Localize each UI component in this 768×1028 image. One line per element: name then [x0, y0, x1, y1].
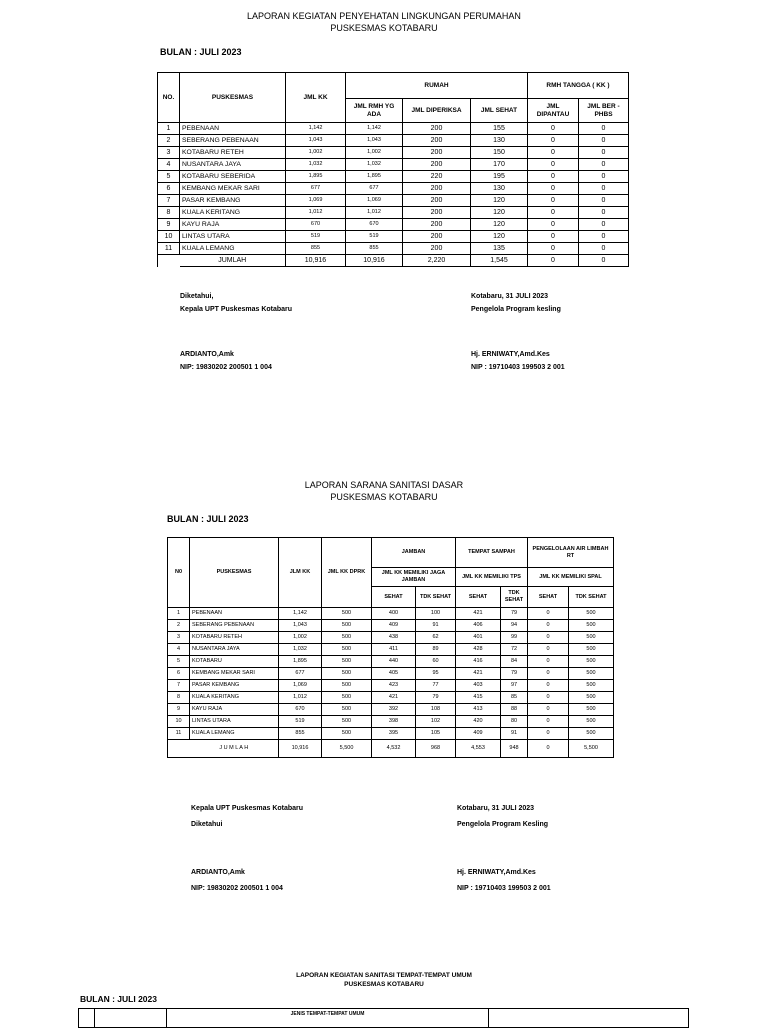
r2-total-spal-tdk: 5,500: [569, 740, 614, 758]
r2-total-tps-sehat: 4,553: [456, 740, 501, 758]
r1-cell-jml-kk: 1,142: [286, 123, 346, 135]
r2-cell-tps-sehat: 403: [456, 680, 501, 692]
r2-cell-jlm-kk: 1,069: [279, 680, 322, 692]
r2-total-jamban-sehat: 4,532: [372, 740, 416, 758]
r2-cell-jlm-kk: 1,012: [279, 692, 322, 704]
r2-cell-puskesmas: KEMBANG MEKAR SARI: [190, 668, 279, 680]
r2-cell-no: 7: [168, 680, 190, 692]
r2-cell-jml-kk-dprk: 500: [322, 692, 372, 704]
r2-table-row: [168, 620, 614, 632]
r1-cell-jml-sehat: 120: [471, 207, 528, 219]
r1-cell-jml-kk: 1,002: [286, 147, 346, 159]
r2-cell-spal-tdk-sehat: 500: [569, 716, 614, 728]
r1-cell-jml-rmh-ada: 855: [346, 243, 403, 255]
r1-cell-puskesmas: SEBERANG PEBENAAN: [180, 135, 286, 147]
r2-cell-no: 5: [168, 656, 190, 668]
r2-header-tps-sub: JML KK MEMILIKI TPS: [456, 568, 528, 587]
r1-cell-jml-ber-phbs: 0: [579, 183, 629, 195]
r2-total-dprk: 5,500: [322, 740, 372, 758]
r1-cell-jml-ber-phbs: 0: [579, 147, 629, 159]
r1-cell-jml-rmh-ada: 519: [346, 231, 403, 243]
r2-header-puskesmas: PUSKESMAS: [190, 538, 279, 608]
r1-cell-no: 2: [158, 135, 180, 147]
r2-cell-tps-sehat: 420: [456, 716, 501, 728]
r1-cell-no: 3: [158, 147, 180, 159]
r2-cell-spal-sehat: 0: [528, 620, 569, 632]
r2-total-kk: 10,916: [279, 740, 322, 758]
r1-cell-jml-kk: 677: [286, 183, 346, 195]
r1-cell-jml-ber-phbs: 0: [579, 243, 629, 255]
r2-cell-jamban-tdk-sehat: 108: [416, 704, 456, 716]
r1-cell-jml-kk: 670: [286, 219, 346, 231]
r2-cell-jml-kk-dprk: 500: [322, 704, 372, 716]
r1-cell-jml-dipantau: 0: [528, 135, 579, 147]
r1-cell-jml-kk: 1,012: [286, 207, 346, 219]
r1-cell-jml-rmh-ada: 1,032: [346, 159, 403, 171]
r1-sign-left-line2: Kepala UPT Puskesmas Kotabaru: [180, 306, 293, 313]
r2-header-spal-sehat: SEHAT: [528, 587, 569, 608]
r2-cell-puskesmas: KAYU RAJA: [190, 704, 279, 716]
r1-cell-jml-ber-phbs: 0: [579, 207, 629, 219]
r1-table-row: [158, 207, 629, 219]
r2-cell-jamban-tdk-sehat: 89: [416, 644, 456, 656]
r2-cell-puskesmas: LINTAS UTARA: [190, 716, 279, 728]
r2-cell-jlm-kk: 1,142: [279, 608, 322, 620]
r2-sign-right-name: Hj. ERNIWATY,Amd.Kes: [457, 869, 536, 876]
r2-cell-tps-sehat: 413: [456, 704, 501, 716]
r2-cell-jamban-sehat: 423: [372, 680, 416, 692]
r2-cell-tps-tdk-sehat: 94: [501, 620, 528, 632]
r2-sign-right-line1: Kotabaru, 31 JULI 2023: [457, 805, 535, 812]
r2-header-jml-kk-dprk: JML KK DPRK: [322, 538, 372, 608]
r2-cell-tps-sehat: 421: [456, 668, 501, 680]
r1-total-kk: 10,916: [286, 255, 346, 267]
r2-header-pengelolaan: PENGELOLAAN AIR LIMBAH RT: [528, 538, 614, 568]
r1-cell-jml-dipantau: 0: [528, 231, 579, 243]
r1-sign-right-name: Hj. ERNIWATY,Amd.Kes: [471, 351, 550, 358]
r2-sign-left-line2: Diketahui: [191, 821, 223, 828]
r1-cell-jml-rmh-ada: 1,069: [346, 195, 403, 207]
r2-table-row: [168, 692, 614, 704]
r2-total-label: J U M L A H: [190, 740, 279, 758]
r2-cell-jamban-sehat: 400: [372, 608, 416, 620]
r1-cell-jml-sehat: 195: [471, 171, 528, 183]
r2-cell-no: 6: [168, 668, 190, 680]
r2-cell-spal-tdk-sehat: 500: [569, 704, 614, 716]
r1-cell-jml-diperiksa: 200: [403, 159, 471, 171]
r2-cell-spal-tdk-sehat: 500: [569, 656, 614, 668]
report3-title: [0, 971, 768, 989]
r1-cell-jml-ber-phbs: 0: [579, 231, 629, 243]
r2-cell-spal-tdk-sehat: 500: [569, 692, 614, 704]
r1-cell-jml-rmh-ada: 1,043: [346, 135, 403, 147]
r2-cell-spal-tdk-sehat: 500: [569, 680, 614, 692]
report1-title: [0, 10, 768, 34]
r2-cell-jamban-tdk-sehat: 77: [416, 680, 456, 692]
r1-cell-no: 5: [158, 171, 180, 183]
r2-cell-jlm-kk: 677: [279, 668, 322, 680]
r2-cell-tps-sehat: 428: [456, 644, 501, 656]
r2-cell-puskesmas: KUALA KERITANG: [190, 692, 279, 704]
r1-cell-no: 7: [158, 195, 180, 207]
r2-header-spal-sub: JML KK MEMILIKI SPAL: [528, 568, 614, 587]
r2-cell-tps-tdk-sehat: 72: [501, 644, 528, 656]
r1-cell-jml-sehat: 120: [471, 219, 528, 231]
r1-total-diperiksa: 2,220: [403, 255, 471, 267]
r2-cell-jamban-sehat: 395: [372, 728, 416, 740]
r1-header-jml-diperiksa: JML DIPERIKSA: [403, 99, 471, 123]
r2-cell-jamban-sehat: 405: [372, 668, 416, 680]
r2-cell-puskesmas: KOTABARU RETEH: [190, 632, 279, 644]
r2-table-row: [168, 644, 614, 656]
r1-cell-jml-dipantau: 0: [528, 147, 579, 159]
r1-cell-no: 11: [158, 243, 180, 255]
r2-cell-tps-sehat: 416: [456, 656, 501, 668]
r2-cell-tps-tdk-sehat: 79: [501, 608, 528, 620]
r2-cell-spal-sehat: 0: [528, 656, 569, 668]
r1-cell-jml-sehat: 150: [471, 147, 528, 159]
r1-table-row: [158, 243, 629, 255]
r1-cell-jml-diperiksa: 220: [403, 171, 471, 183]
r2-header-tempat-sampah: TEMPAT SAMPAH: [456, 538, 528, 568]
r1-cell-jml-diperiksa: 200: [403, 183, 471, 195]
report1-table: [157, 72, 629, 267]
r1-cell-jml-diperiksa: 200: [403, 207, 471, 219]
r1-cell-jml-sehat: 120: [471, 195, 528, 207]
r2-cell-jml-kk-dprk: 500: [322, 656, 372, 668]
r1-cell-puskesmas: PEBENAAN: [180, 123, 286, 135]
r2-cell-spal-sehat: 0: [528, 680, 569, 692]
r2-cell-jamban-tdk-sehat: 100: [416, 608, 456, 620]
r1-total-label: JUMLAH: [180, 255, 286, 267]
r1-cell-puskesmas: NUSANTARA JAYA: [180, 159, 286, 171]
r2-cell-no: 3: [168, 632, 190, 644]
r1-cell-puskesmas: PASAR KEMBANG: [180, 195, 286, 207]
r2-cell-puskesmas: PASAR KEMBANG: [190, 680, 279, 692]
r1-table-row: [158, 183, 629, 195]
r1-cell-jml-dipantau: 0: [528, 123, 579, 135]
r1-table-row: [158, 135, 629, 147]
r2-total-tps-tdk: 948: [501, 740, 528, 758]
r1-total-ada: 10,916: [346, 255, 403, 267]
r2-cell-puskesmas: KUALA LEMANG: [190, 728, 279, 740]
r3-header-jenis: JENIS TEMPAT-TEMPAT UMUM: [167, 1009, 489, 1028]
r2-sign-left-nip: NIP: 19830202 200501 1 004: [191, 885, 283, 892]
r1-cell-jml-kk: 1,069: [286, 195, 346, 207]
r2-cell-jamban-sehat: 411: [372, 644, 416, 656]
r1-table-row: [158, 123, 629, 135]
r1-cell-jml-rmh-ada: 1,895: [346, 171, 403, 183]
r2-sign-left-line1: Kepala UPT Puskesmas Kotabaru: [191, 805, 304, 812]
r1-sign-right-nip: NIP : 19710403 199503 2 001: [471, 364, 565, 371]
r1-cell-jml-ber-phbs: 0: [579, 159, 629, 171]
r2-cell-spal-sehat: 0: [528, 668, 569, 680]
r1-table-row: [158, 147, 629, 159]
r2-cell-spal-tdk-sehat: 500: [569, 620, 614, 632]
r1-cell-puskesmas: KEMBANG MEKAR SARI: [180, 183, 286, 195]
r1-header-jml-rmh-ada: JML RMH YG ADA: [346, 99, 403, 123]
r2-header-jamban-sub: JML KK MEMILIKI JAGA JAMBAN: [372, 568, 456, 587]
r2-cell-tps-sehat: 406: [456, 620, 501, 632]
r1-cell-jml-dipantau: 0: [528, 219, 579, 231]
report3-title-line1: LAPORAN KEGIATAN SANITASI TEMPAT-TEMPAT UMUM: [296, 972, 472, 979]
r2-cell-no: 9: [168, 704, 190, 716]
r2-table-row: [168, 704, 614, 716]
r1-cell-jml-rmh-ada: 1,142: [346, 123, 403, 135]
report2-title-line1: LAPORAN SARANA SANITASI DASAR: [304, 480, 464, 490]
r1-cell-no: 8: [158, 207, 180, 219]
r1-total-phbs: 0: [579, 255, 629, 267]
r1-cell-jml-dipantau: 0: [528, 207, 579, 219]
r2-header-jlm-kk: JLM KK: [279, 538, 322, 608]
r1-sign-left-line1: Diketahui,: [180, 293, 214, 300]
r1-cell-jml-dipantau: 0: [528, 183, 579, 195]
r2-cell-no: 1: [168, 608, 190, 620]
r2-cell-jml-kk-dprk: 500: [322, 620, 372, 632]
r2-cell-jamban-tdk-sehat: 95: [416, 668, 456, 680]
r1-cell-puskesmas: KOTABARU RETEH: [180, 147, 286, 159]
r2-cell-jamban-tdk-sehat: 60: [416, 656, 456, 668]
r1-cell-jml-kk: 1,895: [286, 171, 346, 183]
r2-cell-jml-kk-dprk: 500: [322, 608, 372, 620]
r2-cell-no: 4: [168, 644, 190, 656]
r1-cell-jml-ber-phbs: 0: [579, 135, 629, 147]
r1-cell-jml-sehat: 135: [471, 243, 528, 255]
r2-cell-puskesmas: SEBERANG PEBENAAN: [190, 620, 279, 632]
r1-cell-puskesmas: LINTAS UTARA: [180, 231, 286, 243]
r2-cell-spal-sehat: 0: [528, 692, 569, 704]
r2-sign-right: [457, 804, 551, 894]
r2-cell-jlm-kk: 1,895: [279, 656, 322, 668]
r2-cell-tps-tdk-sehat: 99: [501, 632, 528, 644]
r2-sign-left: [191, 804, 303, 894]
r2-cell-spal-sehat: 0: [528, 704, 569, 716]
r1-header-jml-ber-phbs: JML BER - PHBS: [579, 99, 629, 123]
r2-total-jamban-tdk: 968: [416, 740, 456, 758]
r1-cell-jml-dipantau: 0: [528, 243, 579, 255]
r2-cell-no: 2: [168, 620, 190, 632]
r1-header-jml-sehat: JML SEHAT: [471, 99, 528, 123]
r1-cell-no: 6: [158, 183, 180, 195]
r1-cell-no: 4: [158, 159, 180, 171]
r1-cell-jml-diperiksa: 200: [403, 195, 471, 207]
r1-cell-jml-diperiksa: 200: [403, 243, 471, 255]
r2-table-row: [168, 632, 614, 644]
r1-cell-jml-sehat: 120: [471, 231, 528, 243]
r1-cell-jml-kk: 1,043: [286, 135, 346, 147]
r2-cell-jlm-kk: 670: [279, 704, 322, 716]
r2-total-spal-sehat: 0: [528, 740, 569, 758]
report2-title: [0, 479, 768, 503]
r1-header-rmh-tangga: RMH TANGGA ( KK ): [528, 73, 629, 99]
r2-cell-jamban-tdk-sehat: 62: [416, 632, 456, 644]
report3-title-line2: PUSKESMAS KOTABARU: [344, 981, 424, 988]
r1-cell-jml-ber-phbs: 0: [579, 171, 629, 183]
r2-table-row: [168, 716, 614, 728]
r1-cell-puskesmas: KUALA LEMANG: [180, 243, 286, 255]
r2-cell-spal-tdk-sehat: 500: [569, 728, 614, 740]
r2-cell-jlm-kk: 519: [279, 716, 322, 728]
report2-title-line2: PUSKESMAS KOTABARU: [330, 492, 438, 502]
r1-cell-jml-sehat: 130: [471, 135, 528, 147]
r1-cell-jml-ber-phbs: 0: [579, 195, 629, 207]
r2-sign-right-nip: NIP : 19710403 199503 2 001: [457, 885, 551, 892]
r1-header-jml-dipantau: JML DIPANTAU: [528, 99, 579, 123]
r1-header-rumah: RUMAH: [346, 73, 528, 99]
report3-bulan: BULAN : JULI 2023: [80, 994, 157, 1004]
r1-cell-jml-dipantau: 0: [528, 195, 579, 207]
r2-table-row: [168, 656, 614, 668]
r2-table-row: [168, 668, 614, 680]
r2-cell-spal-tdk-sehat: 500: [569, 608, 614, 620]
r2-cell-tps-sehat: 401: [456, 632, 501, 644]
r1-header-jml-kk: JML KK: [286, 73, 346, 123]
r2-header-jamban-sehat: SEHAT: [372, 587, 416, 608]
r2-cell-jamban-tdk-sehat: 79: [416, 692, 456, 704]
r1-cell-puskesmas: KAYU RAJA: [180, 219, 286, 231]
r2-cell-jml-kk-dprk: 500: [322, 716, 372, 728]
r2-cell-tps-tdk-sehat: 84: [501, 656, 528, 668]
r1-header-no: NO.: [158, 73, 180, 123]
r1-sign-left: [180, 292, 292, 373]
r2-cell-no: 10: [168, 716, 190, 728]
r2-cell-no: 8: [168, 692, 190, 704]
r2-cell-jamban-sehat: 392: [372, 704, 416, 716]
r2-cell-spal-sehat: 0: [528, 716, 569, 728]
r2-sign-right-line2: Pengelola Program Kesling: [457, 821, 549, 828]
r1-sign-left-nip: NIP: 19830202 200501 1 004: [180, 364, 272, 371]
r2-cell-jamban-sehat: 438: [372, 632, 416, 644]
r1-cell-jml-kk: 519: [286, 231, 346, 243]
r2-cell-spal-tdk-sehat: 500: [569, 668, 614, 680]
r2-cell-jamban-sehat: 409: [372, 620, 416, 632]
r2-cell-tps-sehat: 415: [456, 692, 501, 704]
r1-total-sehat: 1,545: [471, 255, 528, 267]
r1-cell-jml-dipantau: 0: [528, 171, 579, 183]
r2-cell-jlm-kk: 1,002: [279, 632, 322, 644]
r2-cell-jamban-sehat: 440: [372, 656, 416, 668]
r1-cell-jml-diperiksa: 200: [403, 219, 471, 231]
r1-sign-right-line2: Pengelola Program kesling: [471, 306, 561, 313]
r1-cell-jml-diperiksa: 200: [403, 135, 471, 147]
r1-cell-jml-rmh-ada: 670: [346, 219, 403, 231]
r1-cell-no: 1: [158, 123, 180, 135]
r2-cell-jlm-kk: 1,032: [279, 644, 322, 656]
r1-header-puskesmas: PUSKESMAS: [180, 73, 286, 123]
r1-cell-jml-sehat: 170: [471, 159, 528, 171]
r2-header-tps-tdk-sehat: TDK SEHAT: [501, 587, 528, 608]
report1-bulan: BULAN : JULI 2023: [160, 47, 242, 57]
r1-table-row: [158, 171, 629, 183]
r2-cell-jml-kk-dprk: 500: [322, 680, 372, 692]
r2-header-jamban: JAMBAN: [372, 538, 456, 568]
r2-cell-jamban-sehat: 398: [372, 716, 416, 728]
r1-cell-jml-kk: 1,032: [286, 159, 346, 171]
r2-cell-tps-tdk-sehat: 85: [501, 692, 528, 704]
r1-sign-right: [471, 292, 565, 373]
r2-cell-spal-sehat: 0: [528, 644, 569, 656]
r1-cell-jml-dipantau: 0: [528, 159, 579, 171]
r2-table-row: [168, 680, 614, 692]
r2-cell-puskesmas: NUSANTARA JAYA: [190, 644, 279, 656]
r1-cell-no: 9: [158, 219, 180, 231]
report1-title-line1: LAPORAN KEGIATAN PENYEHATAN LINGKUNGAN PERUMAHAN: [247, 11, 521, 21]
r2-cell-jml-kk-dprk: 500: [322, 668, 372, 680]
r1-cell-jml-diperiksa: 200: [403, 147, 471, 159]
r2-cell-jlm-kk: 855: [279, 728, 322, 740]
r1-cell-jml-rmh-ada: 1,002: [346, 147, 403, 159]
r1-cell-jml-rmh-ada: 1,012: [346, 207, 403, 219]
r1-sign-right-line1: Kotabaru, 31 JULI 2023: [471, 293, 549, 300]
r2-cell-jml-kk-dprk: 500: [322, 728, 372, 740]
r1-cell-jml-sehat: 155: [471, 123, 528, 135]
r1-sign-left-name: ARDIANTO,Amk: [180, 351, 234, 358]
r2-header-tps-sehat: SEHAT: [456, 587, 501, 608]
r1-cell-jml-diperiksa: 200: [403, 231, 471, 243]
r1-table-row: [158, 231, 629, 243]
r1-table-row: [158, 195, 629, 207]
r2-header-spal-tdk-sehat: TDK SEHAT: [569, 587, 614, 608]
r2-cell-jml-kk-dprk: 500: [322, 632, 372, 644]
r2-cell-tps-tdk-sehat: 80: [501, 716, 528, 728]
report3-table: [78, 1008, 689, 1028]
r1-cell-jml-rmh-ada: 677: [346, 183, 403, 195]
r1-table-row: [158, 219, 629, 231]
r2-cell-spal-sehat: 0: [528, 608, 569, 620]
report1-title-line2: PUSKESMAS KOTABARU: [330, 23, 438, 33]
r2-cell-jamban-sehat: 421: [372, 692, 416, 704]
r2-cell-jamban-tdk-sehat: 102: [416, 716, 456, 728]
r2-header-no: N0: [168, 538, 190, 608]
r2-cell-spal-sehat: 0: [528, 632, 569, 644]
r1-cell-jml-sehat: 130: [471, 183, 528, 195]
r2-cell-tps-tdk-sehat: 91: [501, 728, 528, 740]
r1-cell-jml-ber-phbs: 0: [579, 123, 629, 135]
r2-cell-puskesmas: KOTABARU: [190, 656, 279, 668]
r2-header-jamban-tdk-sehat: TDK SEHAT: [416, 587, 456, 608]
r1-table-row: [158, 159, 629, 171]
r2-cell-spal-tdk-sehat: 500: [569, 644, 614, 656]
r2-cell-tps-tdk-sehat: 88: [501, 704, 528, 716]
r2-cell-jml-kk-dprk: 500: [322, 644, 372, 656]
r1-cell-puskesmas: KOTABARU SEBERIDA: [180, 171, 286, 183]
r2-cell-jamban-tdk-sehat: 91: [416, 620, 456, 632]
r1-cell-puskesmas: KUALA KERITANG: [180, 207, 286, 219]
r1-cell-jml-kk: 855: [286, 243, 346, 255]
r2-sign-left-name: ARDIANTO,Amk: [191, 869, 245, 876]
r2-cell-tps-tdk-sehat: 97: [501, 680, 528, 692]
r2-cell-jlm-kk: 1,043: [279, 620, 322, 632]
r2-cell-tps-tdk-sehat: 79: [501, 668, 528, 680]
r2-table-row: [168, 728, 614, 740]
r1-cell-no: 10: [158, 231, 180, 243]
r2-cell-jamban-tdk-sehat: 105: [416, 728, 456, 740]
r2-cell-spal-sehat: 0: [528, 728, 569, 740]
r2-cell-spal-tdk-sehat: 500: [569, 632, 614, 644]
r1-cell-jml-ber-phbs: 0: [579, 219, 629, 231]
r2-table-row: [168, 608, 614, 620]
report2-table: [167, 537, 614, 758]
report2-bulan: BULAN : JULI 2023: [167, 514, 249, 524]
r2-cell-tps-sehat: 409: [456, 728, 501, 740]
r1-cell-jml-diperiksa: 200: [403, 123, 471, 135]
r1-total-dipantau: 0: [528, 255, 579, 267]
r2-cell-tps-sehat: 421: [456, 608, 501, 620]
r2-cell-no: 11: [168, 728, 190, 740]
r2-cell-puskesmas: PEBENAAN: [190, 608, 279, 620]
